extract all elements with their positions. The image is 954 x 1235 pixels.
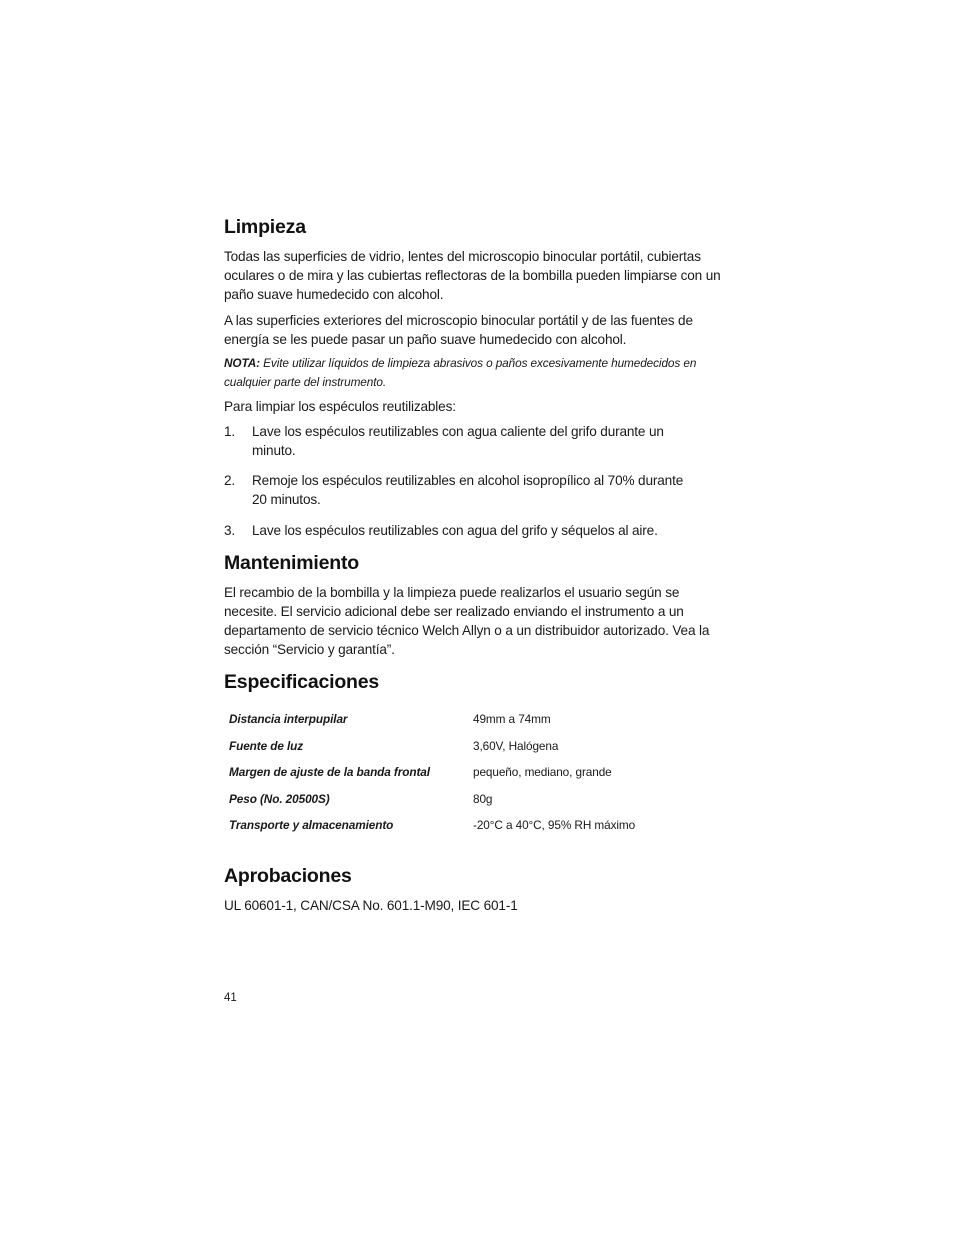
list-item (224, 422, 729, 460)
table-row (224, 786, 729, 813)
heading-aprobaciones: Aprobaciones (224, 864, 352, 887)
step-text: Lave los espéculos reutilizables con agua caliente del grifo durante un minuto. (252, 424, 664, 458)
section-especificaciones (224, 671, 729, 839)
spec-label: Fuente de luz (229, 738, 304, 753)
note-text: Evite utilizar líquidos de limpieza abrasivos o paños excesivamente humedecidos en cualquier parte del instrumento. (224, 356, 697, 389)
page-number: 41 (224, 992, 237, 1004)
spec-label: Distancia interpupilar (229, 712, 348, 727)
section-mantenimiento (224, 552, 729, 659)
table-row (224, 759, 729, 786)
step-number: 3. (224, 523, 236, 538)
note-label: NOTA: (224, 356, 260, 370)
spec-label: Peso (No. 20500S) (229, 791, 330, 806)
step-text: Lave los espéculos reutilizables con agua del grifo y séquelos al aire. (252, 523, 658, 538)
table-row (224, 812, 729, 839)
note (224, 354, 729, 391)
spec-value: -20°C a 40°C, 95% RH máximo (473, 818, 636, 833)
spec-label: Margen de ajuste de la banda frontal (229, 765, 430, 780)
spec-label: Transporte y almacenamiento (229, 818, 394, 833)
spec-value: 80g (473, 791, 493, 806)
limpieza-paragraph-1: Todas las superficies de vidrio, lentes del microscopio binocular portátil, cubiertas oculares o de mira y las cubiertas reflectoras de la bombilla pueden limpiarse con un paño suave humedecido con alcohol. (224, 249, 721, 302)
step-text: Remoje los espéculos reutilizables en alcohol isopropílico al 70% durante 20 minutos. (252, 473, 684, 507)
spec-value: 49mm a 74mm (473, 712, 551, 727)
table-row (224, 733, 729, 760)
step-number: 2. (224, 473, 236, 488)
step-number: 1. (224, 424, 236, 439)
mantenimiento-paragraph: El recambio de la bombilla y la limpieza puede realizarlos el usuario según se necesite. El servicio adicional debe ser realizado enviando el instrumento a un departamento de servicio técnico Welch Allyn o a un distribuidor autorizado. Vea la sección “Servicio y garantía”. (224, 585, 710, 657)
list-item (224, 471, 729, 509)
section-aprobaciones (224, 865, 729, 915)
spec-value: 3,60V, Halógena (473, 738, 559, 753)
limpieza-paragraph-2: A las superficies exteriores del microscopio binocular portátil y de las fuentes de energía se les puede pasar un paño suave humedecido con alcohol. (224, 313, 693, 347)
heading-mantenimiento: Mantenimiento (224, 552, 359, 574)
section-limpieza (224, 216, 729, 540)
list-item (224, 521, 729, 540)
page-content (224, 216, 729, 915)
table-row (224, 706, 729, 733)
heading-limpieza: Limpieza (224, 216, 306, 238)
spec-value: pequeño, mediano, grande (473, 765, 612, 780)
aprobaciones-text: UL 60601-1, CAN/CSA No. 601.1-M90, IEC 601-1 (224, 897, 518, 913)
limpieza-intro: Para limpiar los espéculos reutilizables: (224, 399, 456, 414)
cleaning-steps-list (224, 422, 729, 540)
specifications-table (224, 706, 729, 839)
heading-especificaciones: Especificaciones (224, 671, 380, 693)
